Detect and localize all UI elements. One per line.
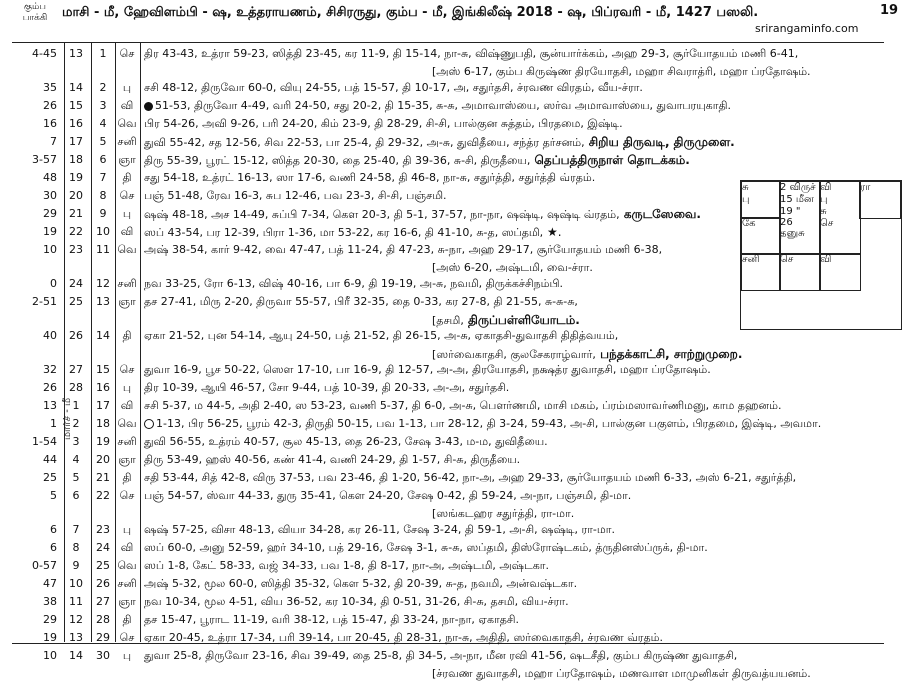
remainder-value: 1 xyxy=(50,417,57,430)
remainder-value: 5 xyxy=(50,489,57,502)
english-day: 11 xyxy=(96,243,110,256)
month-day: 17 xyxy=(69,135,83,148)
details-text: திர 43-43, உத்ரா 59-23, ஸித்தி 23-45, கர 11-9, தி 15-14, நா-சு, விஷ்ணுபதி, சூன்யார்க்கம், அஹ 29-3, சூர்யோதயம் மணி 6-41, xyxy=(144,47,799,60)
site-watermark: srirangaminfo.com xyxy=(755,22,859,35)
english-day: 4 xyxy=(99,117,107,130)
details-text: ஏகா 20-45, உத்ரா 17-34, பரி 39-14, பா 20-45, தி 28-31, நா-சு, அதிதி, ஸர்வைகாதசி, ச்ரவண வ்ரதம். xyxy=(144,631,663,644)
weekday: சனி xyxy=(117,277,137,290)
remainder-value: 32 xyxy=(43,363,57,376)
english-day: 13 xyxy=(96,295,110,308)
details-text: ஷஷ் 57-25, விசா 48-13, வியா 34-28, கர 26-11, சேஷ 3-24, தி 59-1, அ-சி, ஷஷ்டி, ரா-மா. xyxy=(144,523,615,536)
chart-cell-1: சு பு xyxy=(741,181,781,219)
month-day: 14 xyxy=(69,649,83,662)
month-day: 22 xyxy=(69,225,83,238)
weekday: செ xyxy=(119,189,135,202)
english-day: 6 xyxy=(99,153,107,166)
english-day: 9 xyxy=(99,207,107,220)
month-day: 6 xyxy=(72,489,80,502)
weekday: தி xyxy=(122,471,132,484)
weekday: பு xyxy=(122,207,132,220)
english-day: 8 xyxy=(99,189,107,202)
month-day: 19 xyxy=(69,171,83,184)
remainder-value: 13 xyxy=(43,399,57,412)
remainder-value: 48 xyxy=(43,171,57,184)
month-day: 5 xyxy=(72,471,80,484)
weekday: ஞா xyxy=(118,595,136,608)
remainder-value: 3-57 xyxy=(32,153,57,166)
details-text: 1-13, பிர 56-25, பூரம் 42-3, திருதி 50-15, பவ 1-13, பா 28-12, தி 3-24, 59-43, அ-சி, பால்குன பகுளம், பிரதமை, இஷ்டி, அவமா. xyxy=(144,417,879,432)
details-continuation: [ச்ரவண துவாதசி, மஹா ப்ரதோஷம், மணவாள மாமுனிகள் திருவத்யயனம். xyxy=(432,667,811,680)
weekday: வி xyxy=(120,399,134,412)
remainder-value: 40 xyxy=(43,329,57,342)
english-day: 27 xyxy=(96,595,110,608)
remainder-value: 6 xyxy=(50,523,57,536)
full-moon-icon xyxy=(144,419,154,429)
chart-cell-8: வி xyxy=(819,253,861,291)
header-left-label xyxy=(12,2,58,24)
details-text: பிர 54-26, அவி 9-26, பரி 24-20, கிம் 23-9, தி 28-29, சி-சி, பால்குன சுத்தம், பிரதமை, இஷ்டி. xyxy=(144,117,623,130)
details-text: அஷ் 38-54, கார் 9-42, வை 47-47, பத் 11-24, தி 47-23, சு-நா, அஹ 29-17, சூர்யோதயம் மணி 6-38, xyxy=(144,243,663,256)
weekday: சனி xyxy=(117,135,137,148)
header-left-line2: பாக்கி xyxy=(22,13,48,23)
chart-cell-6: சனி xyxy=(741,253,781,291)
month-day: 20 xyxy=(69,189,83,202)
details-text: திரு 55-39, பூரட் 15-12, ஸித்த 20-30, தை 25-40, தி 39-36, சு-சி, திருதீயை, தெப்பத்திருநாள் தொடக்கம். xyxy=(144,153,690,167)
chart-cell-4: ரா xyxy=(859,181,901,219)
header-left-line1: கும்ப xyxy=(24,2,46,12)
weekday: வெ xyxy=(117,243,137,256)
details-text: பஞ் 51-48, ரேவ 16-3, சுப 12-46, பவ 23-3, சி-சி, பஞ்சமி. xyxy=(144,189,447,202)
details-text: தச 15-47, பூராட 11-19, வரி 38-12, பத் 15-47, தி 33-24, நா-நா, ஏகாதசி. xyxy=(144,613,520,626)
planet-chart xyxy=(740,180,902,330)
remainder-value: 47 xyxy=(43,577,57,590)
weekday: சனி xyxy=(117,577,137,590)
weekday: பு xyxy=(122,523,132,536)
english-day: 30 xyxy=(96,649,110,662)
details-text: நவ 33-25, ரோ 6-13, விஷ் 40-16, பா 6-9, தி 19-19, அ-சு, நவமி, திருக்கச்சிநம்பி. xyxy=(144,277,564,290)
weekday: பு xyxy=(122,649,132,662)
month-day: 10 xyxy=(69,577,83,590)
chart-cell-2: 2 விருச் 15 மீன 19 " 26 தனுசு xyxy=(779,181,821,255)
weekday: வெ xyxy=(117,117,137,130)
weekday: வெ xyxy=(117,417,137,430)
english-day: 19 xyxy=(96,435,110,448)
month-day: 16 xyxy=(69,117,83,130)
month-day: 14 xyxy=(69,81,83,94)
remainder-value: 4-45 xyxy=(32,47,57,60)
details-continuation: [அஸ் 6-20, அஷ்டமி, வை-ச்ரா. xyxy=(432,261,593,274)
weekday: ஞா xyxy=(118,295,136,308)
month-day: 7 xyxy=(72,523,80,536)
details-text: திரு 53-49, ஹஸ் 40-56, கண் 41-4, வணி 24-29, தி 1-57, சி-சு, திருதீயை. xyxy=(144,453,521,466)
remainder-value: 1-54 xyxy=(32,435,57,448)
month-day: 21 xyxy=(69,207,83,220)
english-day: 16 xyxy=(96,381,110,394)
english-day: 28 xyxy=(96,613,110,626)
remainder-value: 30 xyxy=(43,189,57,202)
english-day: 5 xyxy=(99,135,107,148)
weekday: ஞா xyxy=(118,453,136,466)
details-text: பஞ் 54-57, ஸ்வா 44-33, துரு 35-41, கௌ 24-20, சேஷ 0-42, தி 59-24, அ-நா, பஞ்சமி, தி-மா. xyxy=(144,489,632,502)
month-day: 11 xyxy=(69,595,83,608)
details-text: சசி 48-12, திருவோ 60-0, வியு 24-55, பத் 15-57, தி 10-17, அ, சதுர்தசி, ச்ரவண விரதம், வீய-ச்ரா. xyxy=(144,81,643,94)
details-continuation: [ஸர்வைகாதசி, குலசேகராழ்வார், பந்தக்காட்சி, சாற்றுமுறை. xyxy=(432,347,743,361)
page-header xyxy=(0,0,905,42)
column-divider xyxy=(140,42,141,642)
remainder-value: 16 xyxy=(43,117,57,130)
english-day: 24 xyxy=(96,541,110,554)
details-text: துவா 25-8, திருவோ 23-16, சிவ 39-49, தை 25-8, தி 34-5, அ-நா, மீன ரவி 41-56, ஷடசீதி, கும்ப கிருஷ்ண துவாதசி, xyxy=(144,649,738,662)
month-day: 18 xyxy=(69,153,83,166)
month-day: 13 xyxy=(69,47,83,60)
english-day: 25 xyxy=(96,559,110,572)
month-day: 13 xyxy=(69,631,83,644)
details-text: ஸப் 43-54, பர 12-39, பிரா 1-36, மா 53-22, கர 16-6, தி 41-10, சு-த, ஸப்தமி, ★. xyxy=(144,225,562,239)
month-day: 8 xyxy=(72,541,80,554)
details-text: சசி 5-37, ம 44-5, அதி 2-40, ஸ 53-23, வணி 5-37, தி 6-0, அ-சு, பௌர்ணமி, மாசி மகம், ப்ரம்மஸாவர்ணிமனு, காம தஹனம். xyxy=(144,399,782,412)
details-text: ஷஷ் 48-18, அச 14-49, சுப்பி 7-34, கௌ 20-3, தி 5-1, 37-57, நா-நா, ஷஷ்டி, ஷஷ்டி வ்ரதம், கருடஸேவை. xyxy=(144,207,701,221)
english-day: 1 xyxy=(99,47,107,60)
month-day: 15 xyxy=(69,99,83,112)
weekday: செ xyxy=(119,489,135,502)
weekday: வி xyxy=(120,541,134,554)
remainder-value: 19 xyxy=(43,631,57,644)
remainder-value: 2-51 xyxy=(32,295,57,308)
details-text: துவி 55-42, சத 12-56, சிவ 22-53, பா 25-4, தி 29-32, அ-சு, துவிதீயை, சந்த்ர தர்சனம், சிறிய திருவடி, திருமுளை. xyxy=(144,135,735,149)
english-day: 12 xyxy=(96,277,110,290)
weekday: வி xyxy=(120,225,134,238)
english-day: 17 xyxy=(96,399,110,412)
details-text: ஸப் 60-0, அனு 52-59, ஹர் 34-10, பத் 29-16, சேஷ 3-1, சு-சு, ஸப்தமி, திஸ்ரோஷ்டகம், த்ருதினஸ்ப்ருக், தி-மா. xyxy=(144,541,708,554)
english-day: 15 xyxy=(96,363,110,376)
remainder-value: 7 xyxy=(50,135,57,148)
remainder-value: 35 xyxy=(43,81,57,94)
english-day: 21 xyxy=(96,471,110,484)
english-day: 29 xyxy=(96,631,110,644)
remainder-value: 25 xyxy=(43,471,57,484)
remainder-value: 29 xyxy=(43,613,57,626)
remainder-value: 38 xyxy=(43,595,57,608)
weekday: செ xyxy=(119,631,135,644)
month-day: 12 xyxy=(69,613,83,626)
details-text: நவ 10-34, மூல 4-51, விய 36-52, கர 10-34, தி 0-51, 31-26, சி-சு, தசமி, விய-ச்ரா. xyxy=(144,595,569,608)
english-day: 18 xyxy=(96,417,110,430)
month-day: 2 xyxy=(72,417,80,430)
weekday: தி xyxy=(122,171,132,184)
remainder-value: 19 xyxy=(43,225,57,238)
star-icon: ★. xyxy=(543,225,562,239)
english-day: 23 xyxy=(96,523,110,536)
month-day: 3 xyxy=(72,435,80,448)
remainder-value: 0 xyxy=(50,277,57,290)
month-day: 23 xyxy=(69,243,83,256)
english-day: 22 xyxy=(96,489,110,502)
remainder-value: 0-57 xyxy=(32,559,57,572)
details-text: சது 54-18, உத்ரட் 16-13, ஸா 17-6, வணி 24-58, தி 46-8, நா-சு, சதுர்த்தி, சதுர்த்தி வ்ரதம். xyxy=(144,171,596,184)
month-day: 28 xyxy=(69,381,83,394)
details-text: துவி 56-55, உத்ரம் 40-57, சூல 45-13, தை 26-23, சேஷ 3-43, ம-ம, துவிதீயை. xyxy=(144,435,548,448)
weekday: ஞா xyxy=(118,153,136,166)
english-day: 2 xyxy=(99,81,107,94)
weekday: பு xyxy=(122,81,132,94)
remainder-value: 6 xyxy=(50,541,57,554)
remainder-value: 44 xyxy=(43,453,57,466)
weekday: சனி xyxy=(117,435,137,448)
english-day: 7 xyxy=(99,171,107,184)
weekday: தி xyxy=(122,613,132,626)
english-day: 14 xyxy=(96,329,110,342)
details-text: திர 10-39, ஆயி 46-57, சோ 9-44, பத் 10-39, தி 20-33, அ-அ, சதுர்தசி. xyxy=(144,381,510,394)
details-text: ஸப் 1-8, கேட் 58-33, வஜ் 34-33, பவ 1-8, தி 8-17, நா-அ, அஷ்டமி, அஷ்டகா. xyxy=(144,559,549,572)
details-text: 51-53, திருவோ 4-49, வரி 24-50, சது 20-2, தி 15-35, சு-சு, அமாவாஸ்யை, ஸர்வ அமாவாஸ்யை, துவாபரயுகாதி. xyxy=(144,99,879,114)
english-day: 3 xyxy=(99,99,107,112)
weekday: வி xyxy=(120,99,134,112)
month-day: 9 xyxy=(72,559,80,572)
remainder-value: 26 xyxy=(43,381,57,394)
details-continuation: [ஸங்கடஹர சதுர்த்தி, ரா-மா. xyxy=(432,507,575,520)
page-number: 19 xyxy=(880,3,899,18)
weekday: செ xyxy=(119,363,135,376)
remainder-value: 10 xyxy=(43,243,57,256)
details-text: ஏகா 21-52, புன 54-14, ஆயு 24-50, பத் 21-52, தி 26-15, அ-சு, ஏகாதசி-துவாதசி திதித்வயம், xyxy=(144,329,619,342)
details-continuation: [அஸ் 6-17, கும்ப கிருஷ்ண திரயோதசி, மஹா சிவராத்ரி, மஹா ப்ரதோஷம். xyxy=(432,65,811,78)
weekday: செ xyxy=(119,47,135,60)
details-text: அஷ் 5-32, மூல 60-0, ஸித்தி 35-32, கௌ 5-32, தி 20-39, சு-த, நவமி, அன்வஷ்டகா. xyxy=(144,577,578,590)
month-day: 24 xyxy=(69,277,83,290)
chart-cell-3: வி பு சு செ xyxy=(819,181,861,255)
month-day: 26 xyxy=(69,329,83,342)
new-moon-icon xyxy=(144,102,153,111)
english-day: 20 xyxy=(96,453,110,466)
remainder-value: 10 xyxy=(43,649,57,662)
month-day: 25 xyxy=(69,295,83,308)
details-text: சதி 53-44, சித் 42-8, விரு 37-53, பவ 23-46, தி 1-20, 56-42, நா-அ, அஹ 29-33, சூர்யோதயம் மணி 6-33, அஸ் 6-21, சதுர்த்தி, xyxy=(144,471,797,484)
details-text: தச 27-41, மிரு 2-20, திருவா 55-57, பிரீ 32-35, தை 0-33, கர 27-8, தி 21-55, சு-சு-சு, xyxy=(144,295,578,308)
details-text: துவா 16-9, பூச 50-22, ஸௌ 17-10, பா 16-9, தி 12-57, அ-அ, திரயோதசி, நக்ஷத்ர துவாதசி, மஹா ப்ரதோஷம். xyxy=(144,363,711,376)
weekday: பு xyxy=(122,381,132,394)
chart-cell-7: செ xyxy=(779,253,821,291)
details-continuation: [தசமி, திருப்பள்ளியோடம். xyxy=(432,313,580,327)
remainder-value: 29 xyxy=(43,207,57,220)
remainder-value: 26 xyxy=(43,99,57,112)
weekday: தி xyxy=(122,329,132,342)
month-day: 27 xyxy=(69,363,83,376)
month-day: 4 xyxy=(72,453,80,466)
header-title: மாசி - மீ, ஹேவிளம்பி - ஷ, உத்தராயணம், சிசிரருது, கும்ப - மீ, இங்கிலீஷ் 2018 - ஷ, பிப்ரவரி - மீ, 1427 பஸலி. xyxy=(62,5,759,20)
english-day: 10 xyxy=(96,225,110,238)
month-day: 1 xyxy=(72,399,80,412)
weekday: வெ xyxy=(117,559,137,572)
month-side-label: மார்ச் - மீ xyxy=(62,397,73,440)
english-day: 26 xyxy=(96,577,110,590)
chart-cell-5: கே xyxy=(741,217,781,255)
